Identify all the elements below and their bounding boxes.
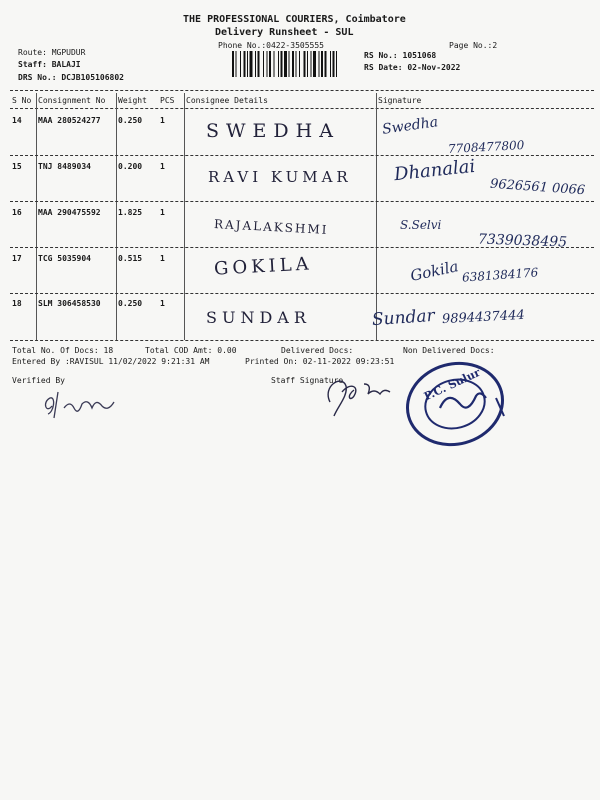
row-signature: S.Selvi [400,218,442,232]
col-signature: Signature [378,96,422,105]
row-signature: Swedha [381,114,440,138]
phone-number: Phone No.:0422-3505555 [218,41,324,50]
row-pcs: 1 [160,116,165,125]
courier-stamp [400,358,510,448]
row-consignment: SLM 306458530 [38,299,101,308]
row-rule [10,201,594,202]
header-top-rule [10,90,594,91]
row-consignee: GOKILA [213,253,314,280]
row-consignee: SUNDAR [206,308,311,327]
col-consignee: Consignee Details [186,96,268,105]
entered-by: Entered By :RAVISUL 11/02/2022 9:21:31 AM [12,357,210,366]
company-name: THE PROFESSIONAL COURIERS, Coimbatore [183,14,406,25]
verified-by-label: Verified By [12,376,65,385]
row-pcs: 1 [160,208,165,217]
non-delivered-docs: Non Delivered Docs: [403,346,495,355]
row-signature: Gokila [408,257,460,285]
drs-number: DRS No.: DCJB105106802 [18,73,124,82]
col-divider [36,93,37,340]
row-rule [10,155,594,156]
row-pcs: 1 [160,299,165,308]
staff-signature [320,372,410,422]
row-weight: 0.250 [118,116,143,125]
row-weight: 0.515 [118,254,143,263]
verifier-signature [40,384,150,424]
col-weight: Weight [118,96,147,105]
row-rule [10,247,594,248]
total-cod: Total COD Amt: 0.00 [145,346,237,355]
barcode [232,51,357,77]
col-divider [376,93,377,340]
row-phone: 6381384176 [461,265,539,285]
row-phone: 9626561 0066 [489,176,586,199]
header-bottom-rule [10,108,594,109]
row-weight: 0.200 [118,162,143,171]
route-label: Route: MGPUDUR [18,48,86,57]
staff-label: Staff: BALAJI [18,60,81,69]
delivered-docs: Delivered Docs: [281,346,354,355]
row-consignment: TNJ 8489034 [38,162,91,171]
stamp-text: P.C. Sulur [422,365,483,404]
col-pcs: PCS [160,96,175,105]
row-signature: Sundar [371,305,436,331]
col-consignment: Consignment No [38,96,106,105]
row-sno: 14 [12,116,22,125]
col-divider [184,93,185,340]
row-consignment: MAA 290475592 [38,208,101,217]
row-consignee: RAVI KUMAR [208,168,352,186]
printed-on: Printed On: 02-11-2022 09:23:51 [245,357,395,366]
row-phone: 9894437444 [441,307,526,328]
rs-date: RS Date: 02-Nov-2022 [364,63,461,72]
total-docs: Total No. Of Docs: 18 [12,346,114,355]
row-phone: 7708477800 [447,138,525,156]
runsheet-title: Delivery Runsheet - SUL [215,27,354,38]
row-sno: 16 [12,208,22,217]
row-weight: 0.250 [118,299,143,308]
col-divider [116,93,117,340]
row-consignee: RAJALAKSHMI [213,217,329,237]
row-pcs: 1 [160,162,165,171]
table-bottom-rule [10,340,594,341]
row-pcs: 1 [160,254,165,263]
row-sno: 15 [12,162,22,171]
row-sno: 17 [12,254,22,263]
col-sno: S No [12,96,32,105]
row-rule [10,293,594,294]
page-number: Page No.:2 [449,41,498,50]
row-phone: 7339038495 [477,231,568,251]
staff-signature-label: Staff Signature [271,376,344,385]
row-consignment: MAA 280524277 [38,116,101,125]
rs-number: RS No.: 1051068 [364,51,437,60]
row-consignment: TCG 5035904 [38,254,91,263]
row-signature: Dhanalai [393,155,477,186]
row-weight: 1.825 [118,208,143,217]
row-sno: 18 [12,299,22,308]
row-consignee: SWEDHA [206,120,340,142]
